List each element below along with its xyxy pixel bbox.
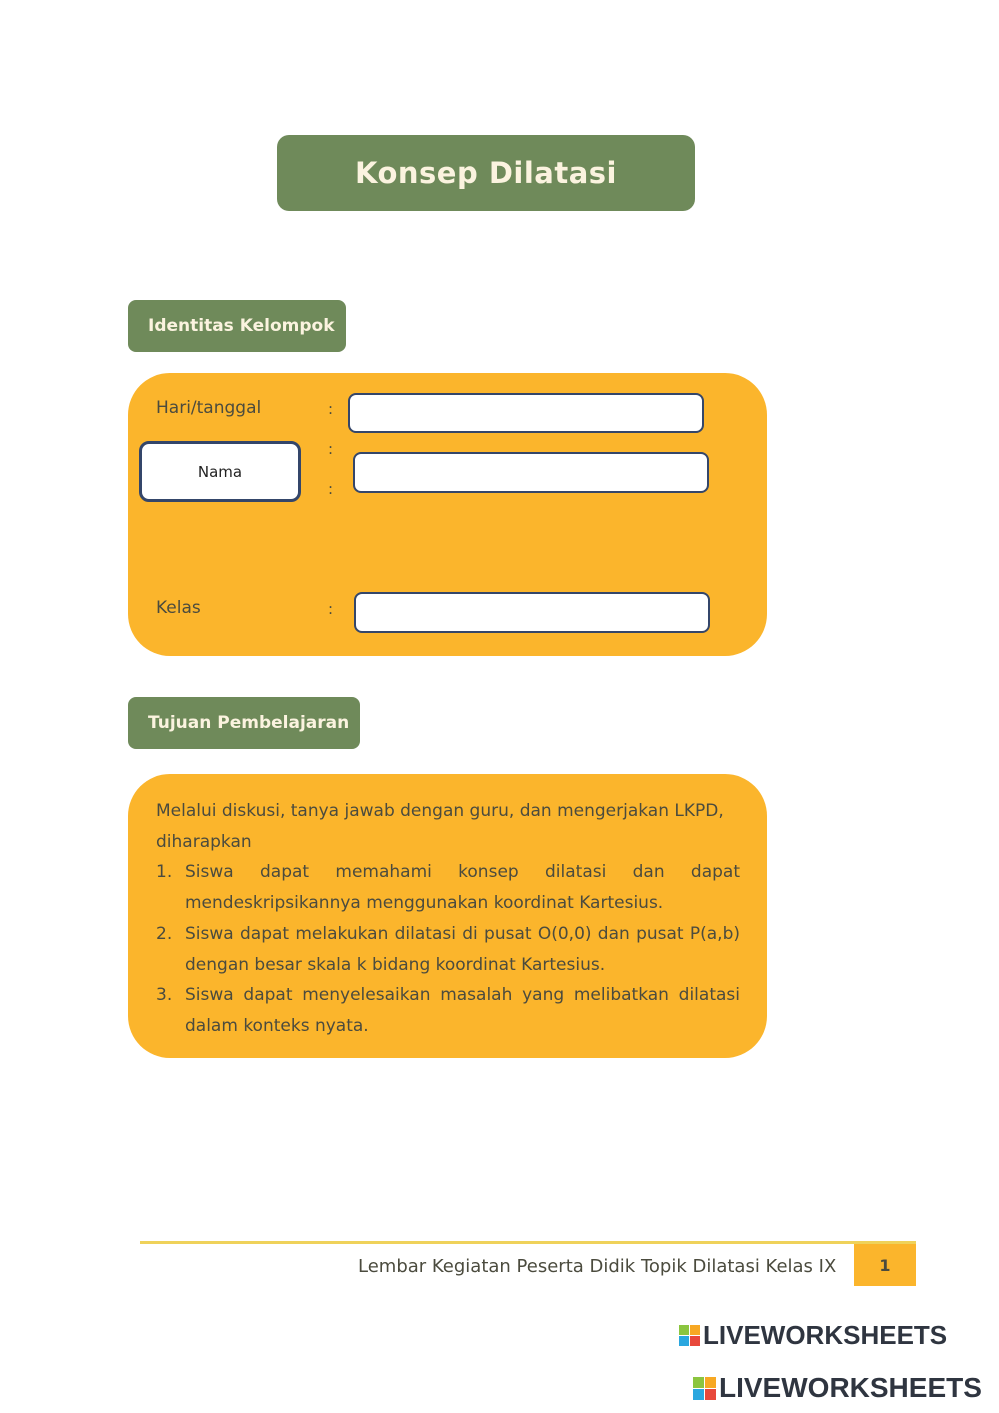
class-colon: :	[328, 600, 334, 618]
objective-text: Siswa dapat memahami konsep dilatasi dan dapat mendeskripsikannya menggunakan koordinat Kartesius.	[185, 862, 740, 914]
page-title-banner	[277, 135, 695, 211]
class-input[interactable]	[354, 592, 710, 633]
footer-divider	[140, 1241, 916, 1244]
objective-text: Siswa dapat melakukan dilatasi di pusat O(0,0) dan pusat P(a,b) dengan besar skala k bidang koordinat Kartesius.	[185, 923, 740, 975]
name-label: Nama	[197, 462, 243, 481]
page-title: Konsep Dilatasi	[355, 156, 617, 190]
liveworksheets-watermark	[679, 1320, 947, 1351]
identity-heading-text: Identitas Kelompok	[148, 316, 335, 336]
name-colon-1: :	[328, 440, 334, 458]
date-input[interactable]	[348, 393, 704, 433]
objectives-text	[156, 796, 740, 1042]
objective-text: Siswa dapat menyelesaikan masalah yang melibatkan dilatasi dalam konteks nyata.	[185, 985, 740, 1036]
objective-number: 3.	[156, 985, 173, 1006]
objective-item	[156, 919, 740, 980]
footer-caption: Lembar Kegiatan Peserta Didik Topik Dilatasi Kelas IX	[358, 1256, 837, 1277]
objectives-list	[156, 857, 740, 1041]
date-colon: :	[328, 400, 334, 418]
name-label-box	[139, 441, 301, 502]
page-number: 1	[879, 1255, 891, 1275]
objectives-heading-text: Tujuan Pembelajaran	[148, 713, 350, 733]
name-input[interactable]	[353, 452, 709, 493]
objective-number: 2.	[156, 923, 173, 944]
objectives-intro: Melalui diskusi, tanya jawab dengan guru, dan mengerjakan LKPD, diharapkan	[156, 801, 724, 852]
page-number-box	[854, 1244, 916, 1286]
objective-item	[156, 857, 740, 918]
watermark-text: LIVEWORKSHEETS	[719, 1372, 982, 1403]
objective-item	[156, 980, 740, 1041]
name-colon-2: :	[328, 480, 334, 498]
date-label: Hari/tanggal	[156, 398, 262, 418]
class-label: Kelas	[156, 598, 201, 618]
liveworksheets-watermark	[693, 1372, 982, 1404]
watermark-text: LIVEWORKSHEETS	[703, 1320, 948, 1350]
objectives-section-heading	[128, 697, 360, 749]
identity-section-heading	[128, 300, 346, 352]
objective-number: 1.	[156, 862, 173, 883]
liveworksheets-logo-icon	[679, 1325, 700, 1346]
liveworksheets-logo-icon	[693, 1377, 716, 1400]
